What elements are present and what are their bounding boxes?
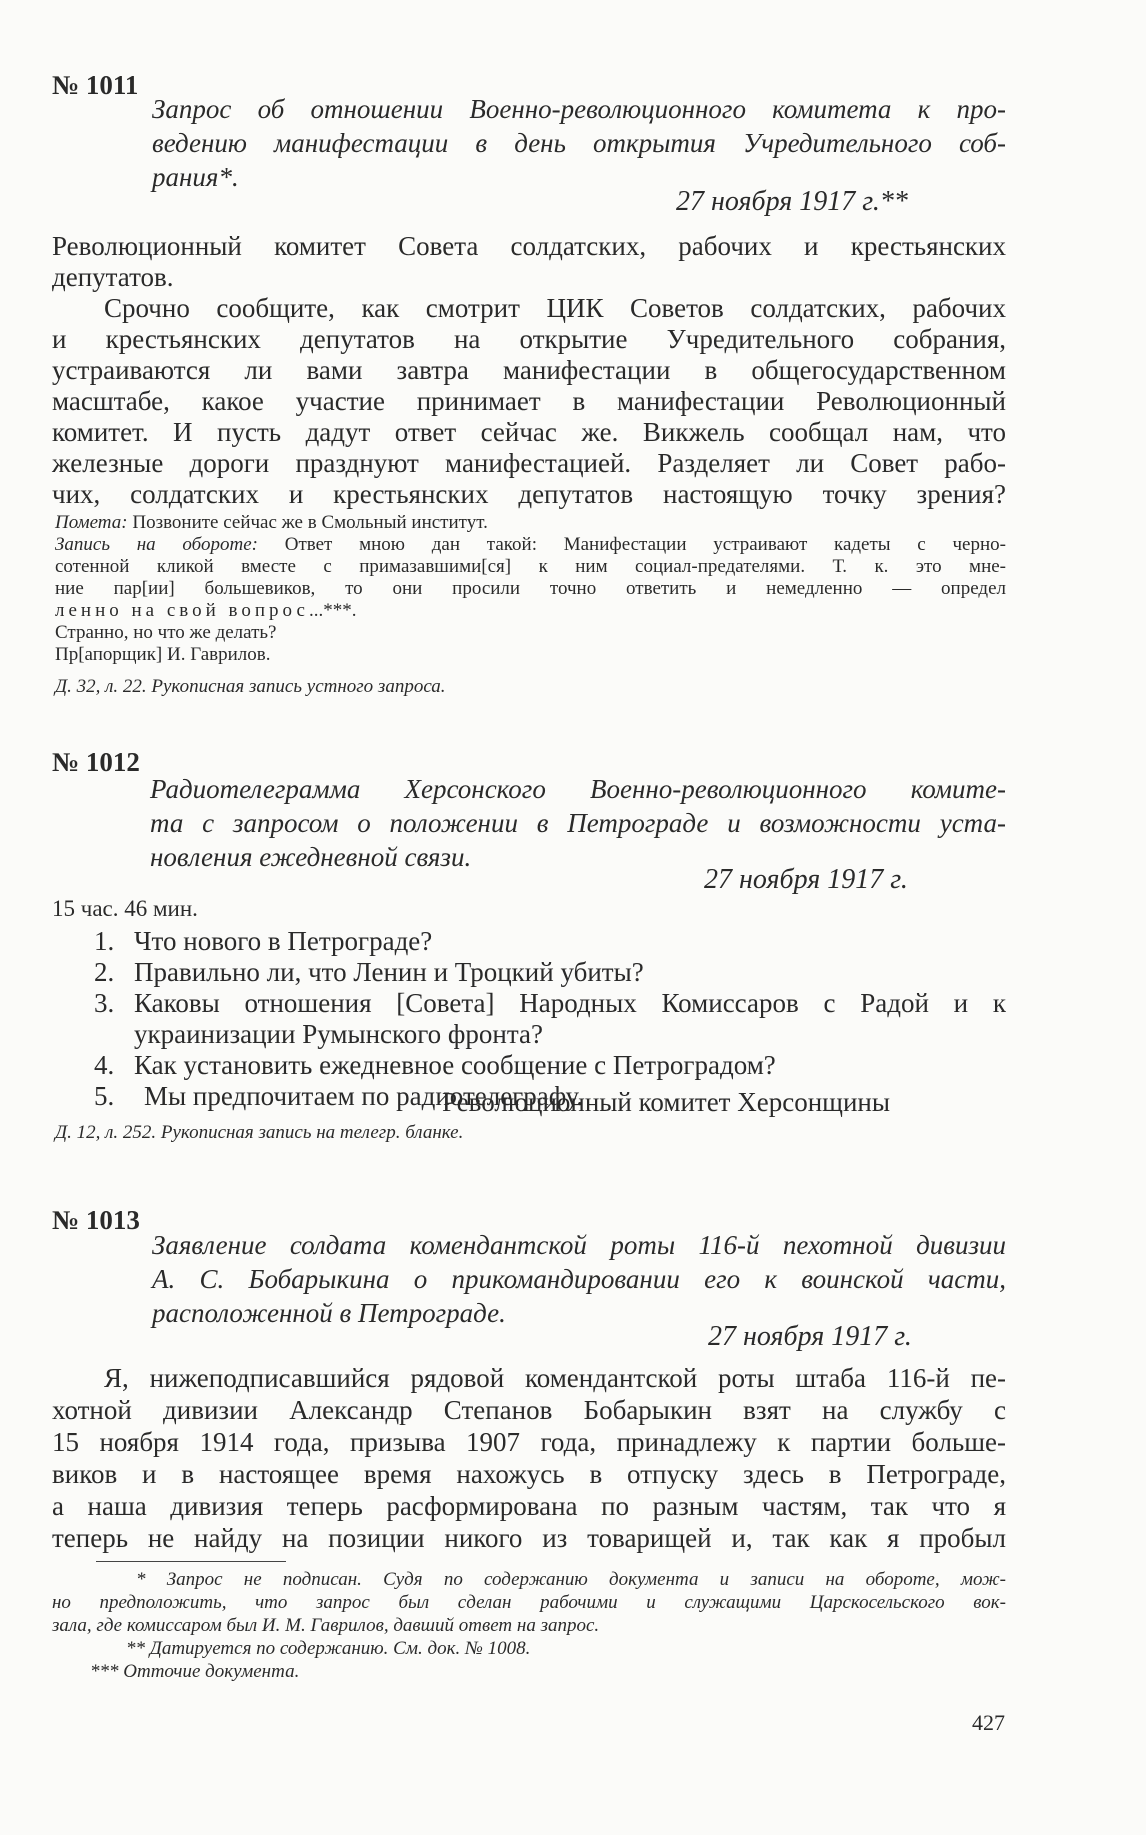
footnote-line: но предположить, что запрос был сделан рабочими и служащими Царскосельского вок- [52, 1592, 1006, 1613]
doc-1011-date: 27 ноября 1917 г.** [676, 186, 908, 217]
zapis-line [55, 534, 1006, 556]
title-line: Запрос об отношении Военно-революционного комитета к про- [152, 94, 1006, 124]
doc-1013-body [52, 1362, 1006, 1554]
body-line: масштабе, какое участие принимает в манифестации Революционный [52, 386, 1006, 416]
zapis-line [55, 600, 1006, 622]
title-line: рания*. [152, 162, 239, 192]
pometa-line [55, 512, 1006, 534]
body-line: а наша дивизия теперь расформирована по разным частям, так что я [52, 1491, 1006, 1521]
doc-1012-date: 27 ноября 1917 г. [704, 864, 908, 895]
body-line: устраиваются ли вами завтра манифестации в общегосударственном [52, 355, 1006, 385]
list-item-text: Как установить ежедневное сообщение с Петроградом? [134, 1050, 776, 1080]
zapis-text: Ответ мною дан такой: Манифестации устраивают кадеты с черно- [284, 534, 1006, 555]
title-line: А. С. Бобарыкина о прикомандировании его к воинской части, [152, 1264, 1006, 1294]
body-line: хотной дивизии Александр Степанов Бобарыкин взят на службу с [52, 1395, 1006, 1425]
doc-1012-number: № 1012 [52, 747, 140, 777]
pometa-text: Позвоните сейчас же в Смольный институт. [132, 512, 488, 533]
zapis-line: Странно, но что же делать? [55, 622, 277, 643]
spaced-text: ленно на свой вопрос [55, 600, 309, 621]
list-item-number: 1. [94, 926, 115, 956]
list-item [94, 957, 1006, 988]
title-line: Радиотелеграмма Херсонского Военно-революционного комите- [150, 774, 1006, 804]
list-item-text: Каковы отношения [Совета] Народных Комиссаров с Радой и к [134, 988, 1006, 1018]
doc-1011-title [152, 92, 1006, 194]
zapis-line: ние пар[ии] большевиков, то они просили точно ответить и немедленно — определ [55, 578, 1006, 599]
title-line: новления ежедневной связи. [150, 842, 472, 872]
doc-1011-notes [55, 512, 1006, 666]
doc-1011-number: № 1011 [52, 70, 139, 100]
list-item-text-cont: украинизации Румынского фронта? [134, 1019, 543, 1049]
footnote-rule [96, 1561, 286, 1562]
list-item [94, 1050, 1006, 1081]
doc-1012-time: 15 час. 46 мин. [52, 896, 198, 921]
footnote-line: *** Отточие документа. [90, 1661, 300, 1682]
body-line: железные дороги празднуют манифестацией. Разделяет ли Совет рабо- [52, 448, 1006, 478]
list-item-text: Что нового в Петрограде? [134, 926, 433, 956]
footnote-line: * Запрос не подписан. Судя по содержанию документа и записи на обороте, мож- [136, 1569, 1006, 1590]
title-line: ведению манифестации в день открытия Учредительного соб- [152, 128, 1006, 158]
list-item-number: 2. [94, 957, 115, 987]
doc-1011-body [52, 231, 1006, 510]
body-line: Срочно сообщите, как смотрит ЦИК Советов солдатских, рабочих [104, 293, 1006, 323]
footnote-line: зала, где комиссаром был И. М. Гаврилов, давший ответ на запрос. [52, 1615, 600, 1636]
footnotes [52, 1568, 1006, 1683]
list-item-number: 5. [94, 1081, 115, 1111]
doc-1013-date: 27 ноября 1917 г. [708, 1321, 912, 1352]
zapis-label: Запись на обороте: [55, 534, 258, 555]
title-line: та с запросом о положении в Петрограде и возможности уста- [150, 808, 1006, 838]
body-line: Я, нижеподписавшийся рядовой комендантской роты штаба 116-й пе- [104, 1363, 1006, 1393]
doc-1011-source: Д. 32, л. 22. Рукописная запись устного запроса. [55, 676, 446, 697]
body-line: Революционный комитет Совета солдатских, рабочих и крестьянских [52, 231, 1006, 261]
footnote-line: ** Датируется по содержанию. См. док. № 1008. [126, 1638, 531, 1659]
list-item-text: Правильно ли, что Ленин и Троцкий убиты? [134, 957, 644, 987]
doc-1013-title [152, 1228, 1006, 1330]
doc-1013-number: № 1013 [52, 1205, 140, 1235]
ellipsis-text: ...***. [308, 600, 357, 621]
body-line: виков и в настоящее время нахожусь в отпуску здесь в Петрограде, [52, 1459, 1006, 1489]
doc-1012-source: Д. 12, л. 252. Рукописная запись на телегр. бланке. [55, 1122, 464, 1143]
title-line: расположенной в Петрограде. [152, 1298, 506, 1328]
body-line: 15 ноября 1914 года, призыва 1907 года, принадлежу к партии больше- [52, 1427, 1006, 1457]
body-line: чих, солдатских и крестьянских депутатов настоящую точку зрения? [52, 479, 1006, 509]
body-line: депутатов. [52, 262, 174, 292]
signature-line: Пр[апорщик] И. Гаврилов. [55, 644, 271, 665]
list-item [94, 926, 1006, 957]
list-item-text: Мы предпочитаем по радиотелеграфу. [144, 1081, 584, 1111]
body-line: и крестьянских депутатов на открытие Учредительного собрания, [52, 324, 1006, 354]
pometa-label: Помета: [55, 512, 128, 533]
zapis-line: сотенной кликой вместе с примазавшими[ся] к ним социал-предателями. Т. к. это мне- [55, 556, 1006, 577]
page-number: 427 [972, 1710, 1005, 1735]
doc-1012-signature: Революционный комитет Херсонщины [442, 1087, 890, 1117]
title-line: Заявление солдата комендантской роты 116-й пехотной дивизии [152, 1230, 1006, 1260]
list-item [94, 988, 1006, 1050]
doc-1012-list [94, 926, 1006, 1112]
body-line: теперь не найду на позиции никого из товарищей и, так как я пробыл [52, 1523, 1006, 1553]
list-item-number: 4. [94, 1050, 115, 1080]
list-item-number: 3. [94, 988, 115, 1018]
doc-1012-title [150, 772, 1006, 874]
body-line: комитет. И пусть дадут ответ сейчас же. Викжель сообщал нам, что [52, 417, 1006, 447]
